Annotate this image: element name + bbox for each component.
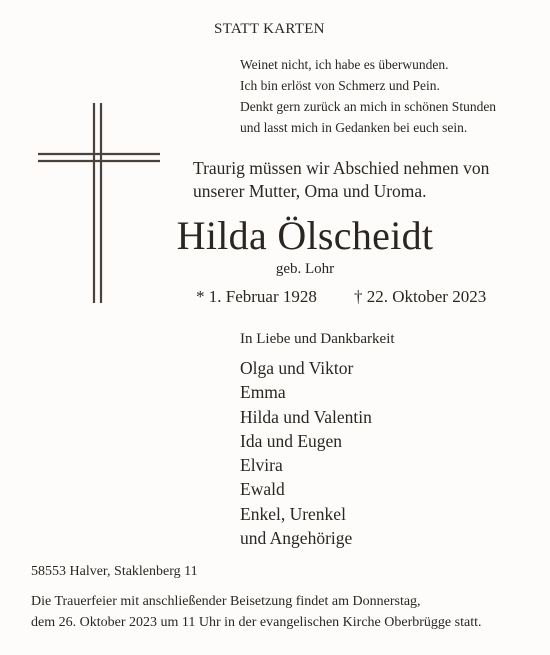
intro-line: unserer Mutter, Oma und Uroma. (193, 181, 427, 201)
deceased-name: Hilda Ölscheidt (176, 213, 434, 258)
maiden-name: geb. Lohr (275, 261, 335, 277)
intro-text (193, 157, 489, 203)
poem-line: Weinet nicht, ich habe es überwunden. (240, 57, 449, 72)
mourner: Olga und Viktor (240, 358, 354, 378)
mourner: Ida und Eugen (240, 430, 343, 451)
funeral-notice (31, 591, 481, 633)
poem-line: Ich bin erlöst von Schmerz und Pein. (240, 78, 440, 93)
mourner: und Angehörige (240, 528, 353, 549)
mourner: Emma (240, 382, 286, 403)
mourner: Hilda und Valentin (240, 406, 372, 427)
death-date: † 22. Oktober 2023 (354, 287, 487, 306)
heading: STATT KARTEN (214, 21, 325, 37)
mourner: Ewald (240, 479, 285, 500)
poem (240, 54, 496, 138)
poem-line: und lasst mich in Gedanken bei euch sein. (240, 120, 468, 135)
birth-date: * 1. Februar 1928 (196, 287, 317, 306)
thanks-line: In Liebe und Dankbarkeit (240, 331, 395, 347)
address: 58553 Halver, Staklenberg 11 (31, 564, 198, 579)
poem-line: Denkt gern zurück an mich in schönen Stunden (240, 99, 497, 114)
intro-line: Traurig müssen wir Abschied nehmen von (193, 158, 490, 178)
mourners-list (240, 356, 372, 550)
mourner: Elvira (240, 455, 283, 476)
funeral-line: dem 26. Oktober 2023 um 11 Uhr in der evangelischen Kirche Oberbrügge statt. (31, 615, 482, 630)
funeral-line: Die Trauerfeier mit anschließender Beisetzung findet am Donnerstag, (31, 594, 421, 609)
mourner: Enkel, Urenkel (240, 503, 346, 524)
